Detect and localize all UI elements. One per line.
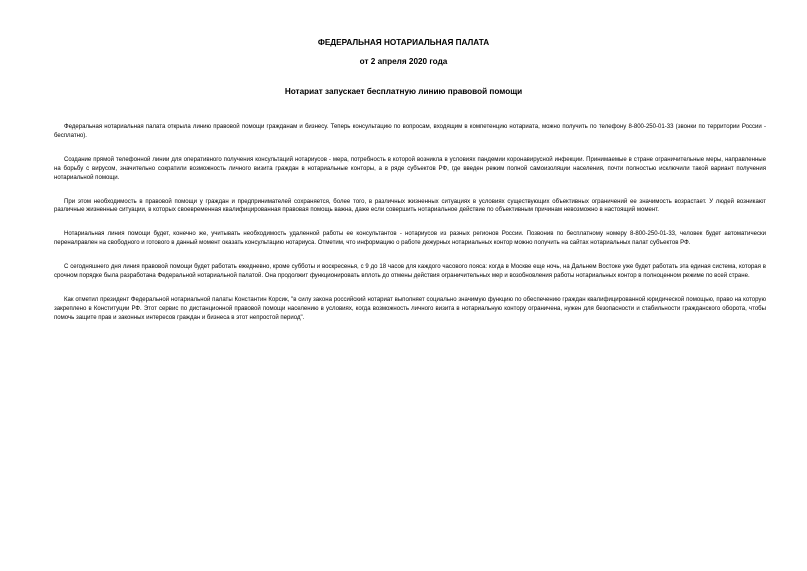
document-body xyxy=(54,123,766,338)
paragraph-1: Федеральная нотариальная палата открыла линию правовой помощи гражданам и бизнесу. Теперь консультацию по вопросам, входящим в компетенцию нотариата, можно получить по телефону 8-800-250-01-33 (звонки по территории России - бесплатно). xyxy=(54,124,766,139)
document-date: от 2 апреля 2020 года xyxy=(359,57,448,66)
paragraph-3: При этом необходимость в правовой помощи у граждан и предпринимателей сохраняется, более того, в различных жизненных ситуациях в условиях существующих объективных ограничений ее значимость возрастает. У людей возникают различные жизненные ситуации, в которых своевременная квалифицированная правовая помощь важна, даже если совершить нотариальное действие по объективным причинам невозможно в настоящий момент. xyxy=(54,198,766,214)
paragraph-4: Нотариальная линия помощи будет, конечно же, учитывать необходимость удаленной работы ее консультантов - нотариусов из разных регионов России. Позвонив по бесплатному номеру 8-800-250-01-33, человек будет автоматически переналравлен на свободного и готового в данный момент оказать консультацию нотариуса. Отметим, что информацию о работе дежурных нотариальных контор можно получить на сайтах нотариальных палат субъектов РФ. xyxy=(54,231,766,247)
organization-heading: ФЕДЕРАЛЬНАЯ НОТАРИАЛЬНАЯ ПАЛАТА xyxy=(317,38,490,47)
document-title: Нотариат запускает бесплатную линию правовой помощи xyxy=(284,87,523,96)
paragraph-5: С сегодняшнего дня линия правовой помощи будет работать ежедневно, кроме субботы и воскресенья, с 9 до 18 часов для каждого часового пояса: когда в Москве еще ночь, на Дальнем Востоке уже будет работать эта единая система, которая в срочном порядке была разработана Федеральной нотариальной палатой. Она продолжит функционировать вплоть до отмены действия ограничительных мер и возобновления работы нотариальных контор в полноценном режиме по всей стране. xyxy=(54,264,766,280)
paragraph-6: Как отметил президент Федеральной нотариальной палаты Константин Корсик, "в силу закона российский нотариат выполняет социально значимую функцию по обеспечению граждан квалифицированной юридической помощью, право на которую закреплено в Конституции РФ. Этот сервис по дистанционной правовой помощи населению в условиях, когда возможность личного визита в нотариальную контору ограничена, нужен для безопасности и стабильности гражданского оборота, чтобы помочь защите прав и законных интересов граждан и бизнеса в этот непростой период". xyxy=(54,296,766,321)
paragraph-2: Создание прямой телефонной линии для оперативного получения консультаций нотариусов - мера, потребность в которой возникла в условиях пандемии коронавирусной инфекции. Принимаемые в стране ограничительные меры, направленные на борьбу с вирусом, значительно сократили возможность личного визита граждан в нотариальные конторы, а в ряде субъектов РФ, где введен режим полной самоизоляции населения, почти полностью исключили такой вариант получения нотариальной помощи. xyxy=(54,156,766,181)
